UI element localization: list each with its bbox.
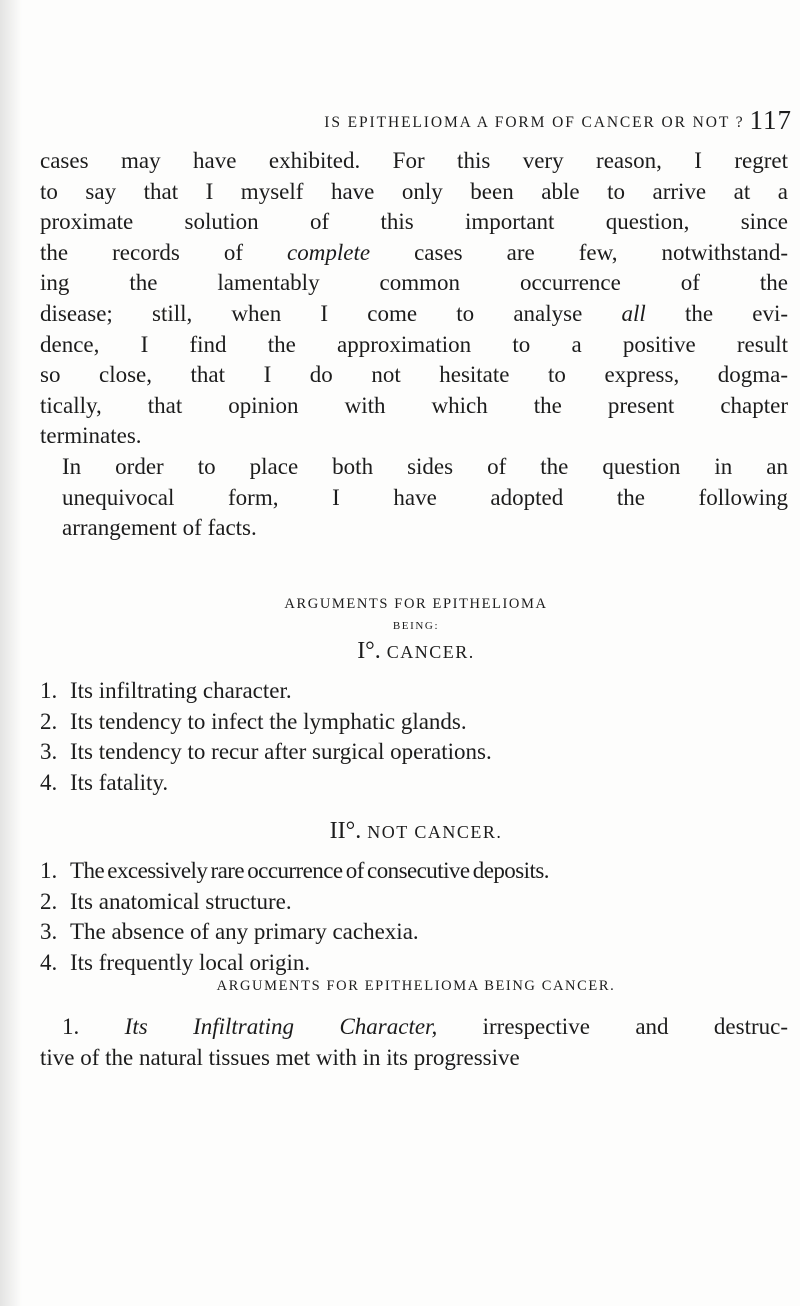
list-item-text: Its tendency to infect the lymphatic glands. <box>70 708 467 734</box>
section-1-heading <box>40 638 792 665</box>
text-run: cases may have exhibited. For this very reason, I regret <box>40 148 788 173</box>
list-item-number: 2. <box>40 888 58 914</box>
list-item-text: Its frequently local origin. <box>70 949 311 975</box>
paragraph1-line <box>40 207 788 238</box>
text-run: so close, that I do not hesitate to express, dogma- <box>40 362 788 388</box>
paragraph2-line <box>40 483 788 514</box>
list-item <box>40 707 792 738</box>
paragraph1-line <box>40 421 788 452</box>
list-item-text: Its fatality. <box>70 769 169 795</box>
text-run: cases are few, notwithstand- <box>370 239 788 265</box>
page-number: 117 <box>749 105 792 135</box>
list-item-text: Its anatomical structure. <box>70 888 292 914</box>
section-1-label: CANCER. <box>386 642 475 662</box>
text-run: the evi- <box>645 300 789 326</box>
list-item-number: 1. <box>40 678 58 703</box>
page-gutter-shadow <box>0 0 22 1306</box>
section-heading-title: ARGUMENTS FOR EPITHELIOMA <box>284 596 548 612</box>
text-run: arrangement of facts. <box>62 515 257 541</box>
list-item-text: Its tendency to recur after surgical operations. <box>70 739 492 765</box>
paragraph-2 <box>40 452 788 544</box>
list-item-text: The excessively rare occurrence of consecutive deposits. <box>70 858 549 883</box>
list-item-number: 4. <box>40 769 58 795</box>
section-1-numeral: I°. <box>357 638 381 664</box>
section-2-heading <box>40 818 792 845</box>
text-run: the records of <box>40 239 288 265</box>
paragraph-1 <box>40 146 788 452</box>
text-run: proximate solution of this important question, since <box>40 209 788 235</box>
list-item <box>40 737 792 768</box>
arguments-heading: ARGUMENTS FOR EPITHELIOMA BEING CANCER. <box>216 978 616 994</box>
running-head <box>40 98 792 145</box>
final-paragraph-rest: irrespective and destruc- <box>482 1014 789 1039</box>
text-run: dence, I find the approximation to a positive result <box>40 331 788 357</box>
final-paragraph-line-2: tive of the natural tissues met with in its progressive <box>40 1044 520 1070</box>
running-head-title: IS EPITHELIOMA A FORM OF CANCER OR NOT ? <box>324 114 745 131</box>
paragraph1-line <box>40 238 788 269</box>
section-heading-subtitle: BEING: <box>392 620 440 632</box>
section-2-list <box>40 856 792 978</box>
text-run: terminates. <box>40 423 142 449</box>
final-paragraph-line-1 <box>40 1012 788 1043</box>
paragraph1-line <box>40 330 788 361</box>
final-paragraph-italic: Its Infiltrating Character, <box>124 1014 438 1039</box>
list-item <box>40 856 792 887</box>
list-item-number: 2. <box>40 708 58 734</box>
paragraph1-line <box>40 299 788 330</box>
list-item-number: 1. <box>40 858 58 883</box>
text-run: ing the lamentably common occurrence of the <box>40 270 788 296</box>
emphasis: complete <box>287 239 371 265</box>
paragraph1-line <box>40 177 788 208</box>
list-item-text: Its infiltrating character. <box>70 678 292 703</box>
list-item-text: The absence of any primary cachexia. <box>70 919 419 945</box>
list-item <box>40 917 792 948</box>
text-run: disease; still, when I come to analyse <box>40 300 622 326</box>
text-run: tically, that opinion with which the present chapter <box>40 392 788 418</box>
list-item <box>40 768 792 799</box>
paragraph2-line <box>40 513 788 544</box>
final-paragraph <box>40 1012 788 1073</box>
list-item <box>40 887 792 918</box>
paragraph2-line <box>40 452 788 483</box>
list-item-number: 4. <box>40 949 58 975</box>
list-item-number: 3. <box>40 739 58 765</box>
list-item <box>40 676 792 707</box>
section-2-label: NOT CANCER. <box>367 822 503 842</box>
paragraph1-line <box>40 391 788 422</box>
paragraph1-line <box>40 268 788 299</box>
list-item-number: 3. <box>40 919 58 945</box>
list-item <box>40 948 792 979</box>
text-run: to say that I myself have only been able to arrive at a <box>40 178 788 204</box>
text-run: In order to place both sides of the question in an <box>62 453 788 479</box>
section-2-numeral: II°. <box>329 818 362 844</box>
body-text <box>40 146 788 544</box>
emphasis: all <box>621 300 646 326</box>
section-1-list <box>40 676 792 798</box>
text-run: unequivocal form, I have adopted the following <box>62 484 788 510</box>
paragraph1-line <box>40 360 788 391</box>
paragraph1-line <box>40 146 788 177</box>
final-paragraph-number: 1. <box>62 1014 80 1039</box>
